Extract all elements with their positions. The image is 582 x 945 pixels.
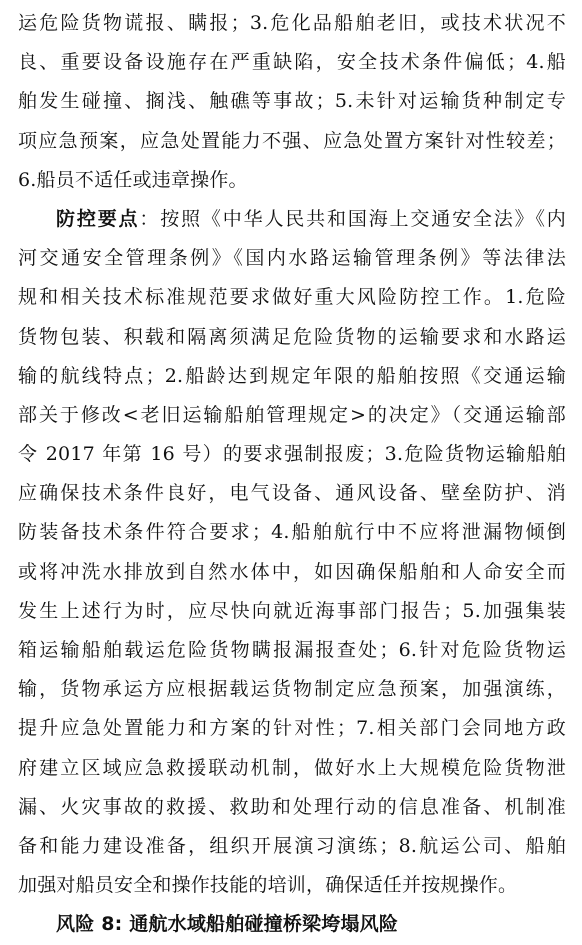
control-points-label: 防控要点 xyxy=(56,207,140,230)
paragraph2-line: 输的航线特点；2.船龄达到规定年限的船舶按照《交通运输 xyxy=(18,364,566,387)
paragraph1-line: 良、重要设备设施存在严重缺陷，安全技术条件偏低；4.船 xyxy=(18,51,566,74)
paragraph2-line: 或将冲洗水排放到自然水体中，如因确保船舶和人命安全而 xyxy=(18,560,566,583)
risk-heading: 风险 8: 通航水域船舶碰撞桥梁垮塌风险 xyxy=(56,913,399,936)
paragraph2-line: 漏、火灾事故的救援、救助和处理行动的信息准备、机制准 xyxy=(18,795,566,818)
paragraph2-line: 府建立区域应急救援联动机制，做好水上大规模危险货物泄 xyxy=(18,756,566,779)
paragraph2-line: 应确保技术条件良好，电气设备、通风设备、壁垒防护、消 xyxy=(18,482,566,505)
paragraph1-line: 运危险货物谎报、瞒报；3.危化品船舶老旧，或技术状况不 xyxy=(18,12,566,34)
paragraph1-line: 舶发生碰撞、搁浅、触礁等事故；5.未针对运输货种制定专 xyxy=(18,90,566,113)
paragraph1-line: 项应急预案，应急处置能力不强、应急处置方案针对性较差； xyxy=(18,129,566,152)
paragraph2-line: 防装备技术条件符合要求；4.船舶航行中不应将泄漏物倾倒 xyxy=(18,521,566,544)
paragraph1-line: 6.船员不适任或违章操作。 xyxy=(18,168,248,191)
paragraph2-line: 货物包装、积载和隔离须满足危险货物的运输要求和水路运 xyxy=(18,325,566,348)
paragraph2-line: 令 2017 年第 16 号）的要求强制报废；3.危险货物运输船舶 xyxy=(18,443,566,466)
paragraph2-first-line xyxy=(18,200,566,239)
paragraph2-line: 输，货物承运方应根据载运货物制定应急预案，加强演练， xyxy=(18,678,566,701)
paragraph2-line: 加强对船员安全和操作技能的培训，确保适任并按规操作。 xyxy=(18,874,518,897)
paragraph2-line: 规和相关技术标准规范要求做好重大风险防控工作。1.危险 xyxy=(18,286,566,309)
paragraph2-line: 箱运输船舶载运危险货物瞒报漏报查处；6.针对危险货物运 xyxy=(18,639,566,661)
paragraph2-first-line-text: ：按照《中华人民共和国海上交通安全法》《内 xyxy=(139,207,566,230)
paragraph2-line: 提升应急处置能力和方案的针对性；7.相关部门会同地方政 xyxy=(18,717,566,740)
paragraph2-line: 部关于修改<老旧运输船舶管理规定>的决定》（交通运输部 xyxy=(18,403,566,426)
paragraph2-line: 备和能力建设准备，组织开展演习演练；8.航运公司、船舶 xyxy=(18,834,566,857)
paragraph2-line: 河交通安全管理条例》《国内水路运输管理条例》等法律法 xyxy=(18,247,566,270)
paragraph2-line: 发生上述行为时，应尽快向就近海事部门报告；5.加强集装 xyxy=(18,599,566,622)
